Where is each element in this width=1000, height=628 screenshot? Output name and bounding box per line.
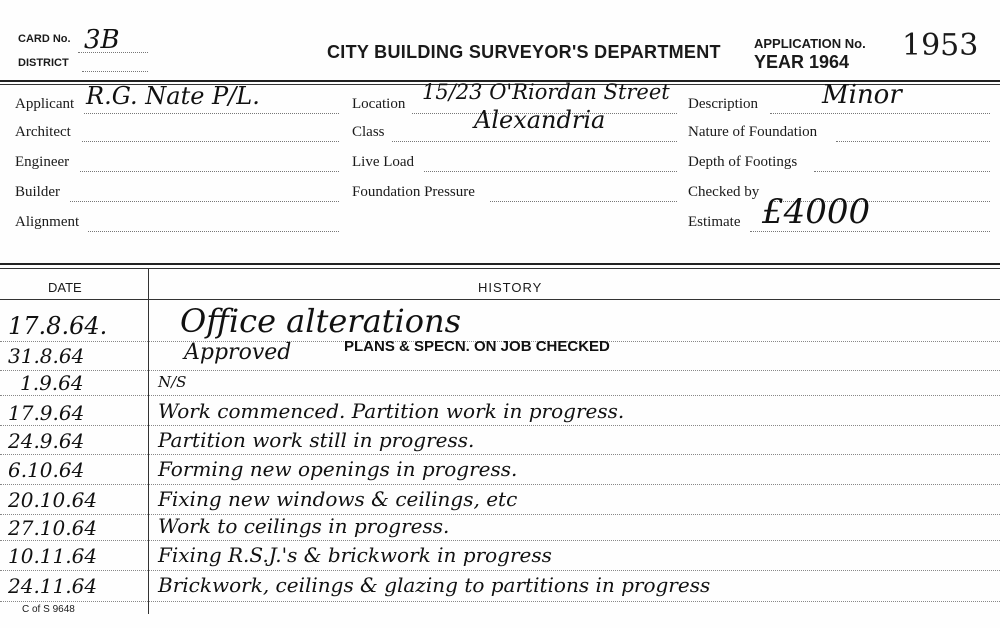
row-date: 10.11.64 [8, 544, 98, 568]
application-no-value: 1953 [902, 28, 979, 63]
department-title: CITY BUILDING SURVEYOR'S DEPARTMENT [327, 42, 721, 62]
description-value: Minor [822, 80, 902, 110]
year-label: YEAR 1964 [754, 52, 850, 72]
row-date: 31.8.64 [8, 344, 85, 368]
estimate-label: Estimate [688, 214, 741, 230]
district-label: DISTRICT [18, 57, 69, 69]
row-date: 6.10.64 [8, 458, 85, 482]
form-code: C of S 9648 [22, 604, 75, 615]
history-column-header: HISTORY [478, 280, 543, 295]
row-date: 24.11.64 [8, 574, 98, 598]
row-date: 1.9.64 [20, 371, 84, 395]
depth-of-footings-label: Depth of Footings [688, 154, 798, 170]
foundation-pressure-label: Foundation Pressure [352, 184, 475, 200]
row-entry: Office alterations [180, 302, 462, 340]
applicant-label: Applicant [15, 96, 75, 112]
row-date: 17.9.64 [8, 401, 85, 425]
nature-of-foundation-label: Nature of Foundation [688, 124, 818, 140]
location-label: Location [352, 96, 406, 112]
checked-by-label: Checked by [688, 184, 760, 200]
row-date: 27.10.64 [8, 516, 98, 540]
row-entry: Fixing R.S.J.'s & brickwork in progress [158, 543, 552, 567]
stamp: PLANS & SPECN. ON JOB CHECKED [344, 338, 610, 355]
description-label: Description [688, 96, 758, 112]
row-date: 17.8.64. [8, 312, 108, 340]
engineer-label: Engineer [15, 154, 70, 170]
card-no-label: CARD No. [18, 33, 71, 45]
architect-label: Architect [15, 124, 71, 140]
applicant-value: R.G. Nate P/L. [86, 82, 260, 110]
estimate-value: £4000 [762, 192, 871, 232]
live-load-label: Live Load [352, 154, 415, 170]
row-entry: N/S [158, 373, 187, 391]
location-value-line2: Alexandria [474, 106, 606, 134]
builder-label: Builder [15, 184, 60, 200]
application-no-label: APPLICATION No. [754, 36, 866, 51]
row-entry: Approved [184, 340, 292, 365]
alignment-label: Alignment [15, 214, 80, 230]
row-entry: Partition work still in progress. [158, 428, 475, 452]
row-entry: Work to ceilings in progress. [158, 514, 450, 538]
row-date: 24.9.64 [8, 429, 85, 453]
row-entry: Brickwork, ceilings & glazing to partitions in progress [158, 573, 711, 597]
card-no-value: 3B [84, 25, 120, 55]
row-date: 20.10.64 [8, 488, 98, 512]
location-value: 15/23 O'Riordan Street [422, 80, 670, 104]
class-label: Class [352, 124, 385, 140]
date-column-header: DATE [48, 280, 82, 295]
row-entry: Forming new openings in progress. [158, 457, 518, 481]
row-entry: Work commenced. Partition work in progress. [158, 399, 625, 423]
row-entry: Fixing new windows & ceilings, etc [158, 487, 518, 511]
